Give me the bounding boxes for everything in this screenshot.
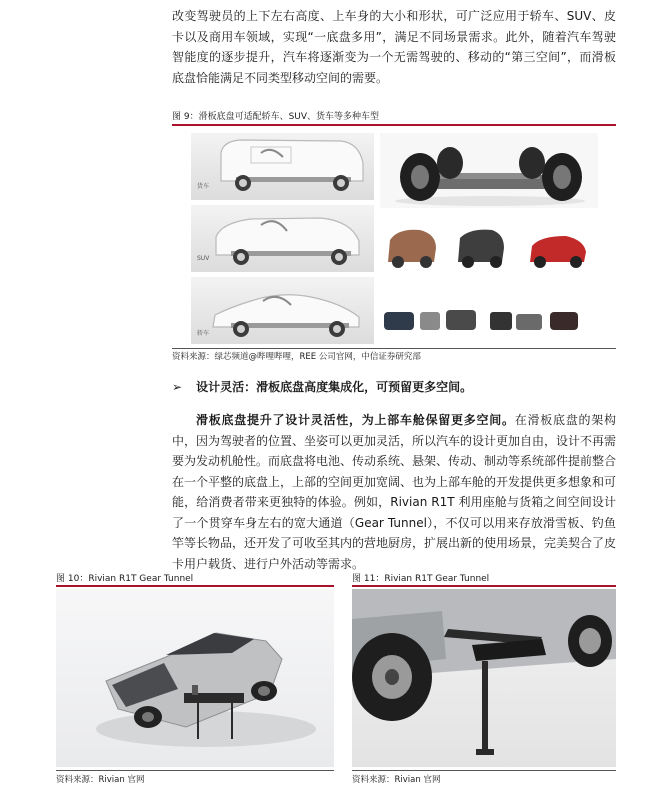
panel-label-sedan: 轿车 [197, 330, 210, 337]
bullet-text: 设计灵活：滑板底盘高度集成化，可预留更多空间。 [196, 380, 473, 394]
pod-vehicles-panel-2 [380, 298, 598, 338]
figure9-caption: 图 9：滑板底盘可适配轿车、SUV、货车等多种车型 [172, 112, 380, 122]
suv-wireframe-image [191, 205, 374, 272]
body-paragraph [172, 410, 616, 574]
figure10-bottom-rule [56, 770, 334, 771]
figure11-caption: 图 11：Rivian R1T Gear Tunnel [352, 574, 490, 584]
pod-vehicles-image [380, 218, 598, 273]
figure11-source: 资料来源：Rivian 官网 [352, 775, 441, 785]
body-lead: 滑板底盘提升了设计灵活性，为上部车舱保留更多空间。 [196, 413, 515, 427]
figure11-bottom-rule [352, 770, 616, 771]
figure9-top-rule [172, 124, 616, 126]
van-panel-truck [191, 133, 374, 200]
pickup-truck-image [56, 589, 334, 767]
sedan-wireframe-image [191, 277, 374, 344]
figure11-photo [352, 589, 616, 767]
figure10-top-rule [56, 585, 334, 587]
panel-label-suv: SUV [197, 255, 210, 262]
design-flexibility-bullet [172, 378, 472, 395]
panel-label-truck: 货车 [197, 183, 210, 190]
skateboard-chassis-image [380, 133, 598, 208]
intro-paragraph: 改变驾驶员的上下左右高度、上车身的大小和形状，可广泛应用于轿车、SUV、皮卡以及商用车领域，实现“一底盘多用”，满足不同场景需求。此外，随着汽车驾驶智能度的逐步提升，汽车将逐渐变为一个无需驾驶的、移动的“第三空间”，而滑板底盘恰能满足不同类型移动空间的需要。 [172, 9, 616, 85]
skateboard-chassis-panel [380, 133, 598, 208]
figure10-source: 资料来源：Rivian 官网 [56, 775, 145, 785]
figure9-bottom-rule [172, 348, 616, 349]
van-panel-sedan [191, 277, 374, 344]
gear-tunnel-step-image [352, 589, 616, 767]
figure10-caption: 图 10：Rivian R1T Gear Tunnel [56, 574, 194, 584]
figure11-top-rule [352, 585, 616, 587]
figure9-source: 资料来源：绿芯频道@哔哩哔哩，REE 公司官网，中信证券研究部 [172, 352, 421, 362]
body-rest: 在滑板底盘的架构中，因为驾驶者的位置、坐姿可以更加灵活，所以汽车的设计更加自由，设计不再需要为发动机舱性。而底盘将电池、传动系统、悬架、传动、制动等系统部件提前整合在一个平整的底盘上，上部的空间更加宽阔、也为上部车舱的开发提供更多想象和可能，给消费者带来更独特的体验。例如，Rivian R1T 利用座舱与货箱之间空间设计了一个贯穿车身左右的宽大通道（Gear Tunnel），不仅可以用来存放滑雪板、钓鱼竿等长物品，还开发了可收至其内的营地厨房，扩展出新的使用场景，完美契合了皮卡用户载货、进行户外活动等需求。 [172, 413, 617, 571]
van-wireframe-image [191, 133, 374, 200]
van-panel-suv [191, 205, 374, 272]
arrow-bullet-icon: ➢ [172, 380, 183, 394]
pod-vehicles-panel-1 [380, 218, 598, 273]
pod-vehicles-row-image [380, 298, 598, 338]
figure10-photo [56, 589, 334, 767]
